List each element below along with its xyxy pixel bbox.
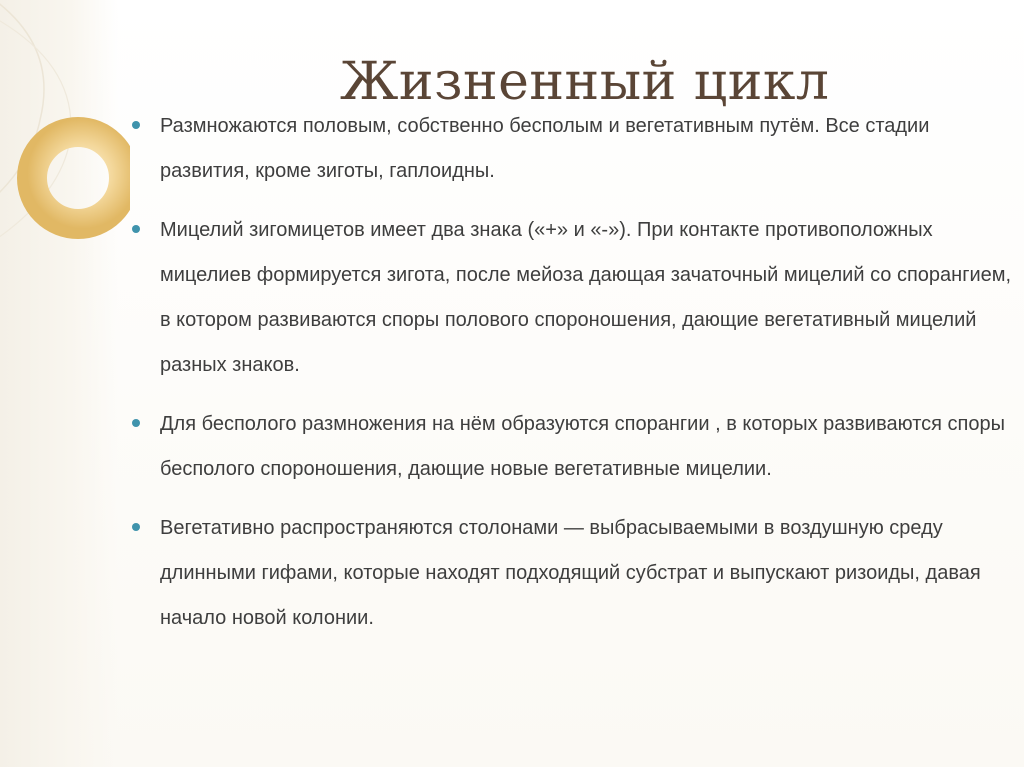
bullet-dot-icon [132,225,140,233]
list-item [130,506,1014,641]
list-item [130,402,1014,492]
bullet-text: Мицелий зигомицетов имеет два знака («+» и «-»). При контакте противоположных мицелиев формируется зигота, после мейоза дающая зачаточный мицелий со спорангием, в котором развиваются споры полового спороношения, дающие вегетативный мицелий разных знаков. [160,219,1012,376]
slide-title: Жизненный цикл [340,52,830,112]
bullet-dot-icon [132,121,140,129]
bullet-text: Размножаются половым, собственно бесполым и вегетативным путём. Все стадии развития, кроме зиготы, гаплоидны. [160,115,930,182]
bullet-text: Вегетативно распространяются столонами — выбрасываемыми в воздушную среду длинными гифами, которые находят подходящий субстрат и выпускают ризоиды, давая начало новой колонии. [160,517,981,629]
list-item [130,104,1014,194]
golden-ring-icon [0,0,130,260]
bullet-text: Для бесполого размножения на нём образуются спорангии , в которых развиваются споры бесполого спороношения, дающие новые вегетативные мицелии. [160,413,1005,480]
bullet-list [130,104,1014,655]
list-item [130,208,1014,388]
bullet-dot-icon [132,523,140,531]
bullet-dot-icon [132,419,140,427]
